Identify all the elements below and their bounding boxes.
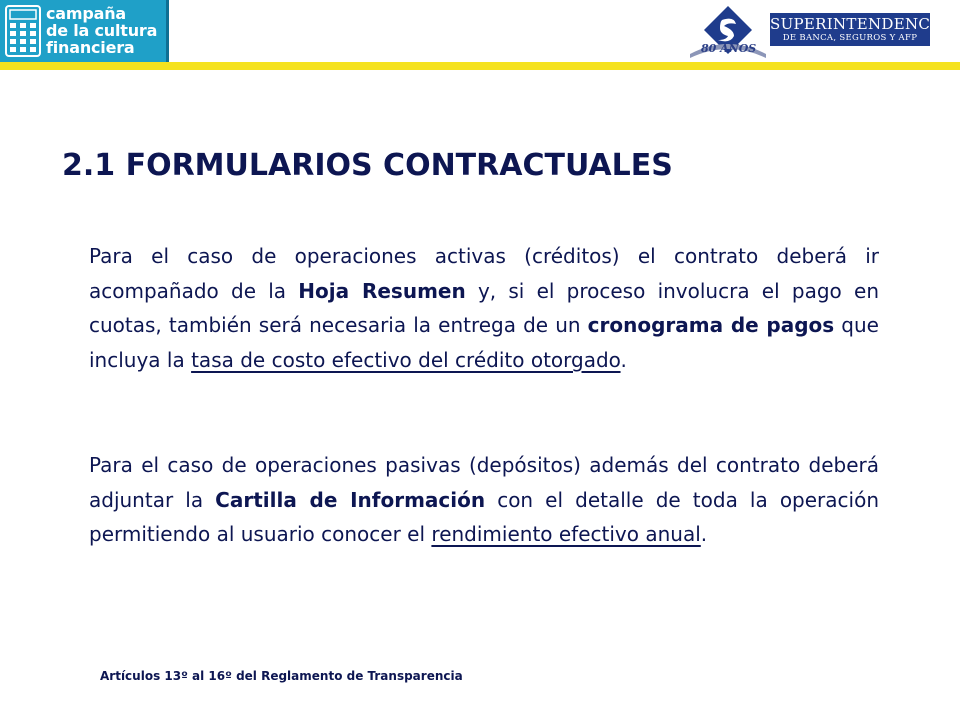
header	[0, 0, 960, 65]
paragraph-passive-operations	[89, 448, 879, 552]
institution-name	[770, 13, 948, 46]
p2-text-2: con el detalle de toda la operación permitiendo al usuario conocer el	[89, 487, 879, 546]
campaign-line-1: campaña	[46, 4, 126, 23]
p2-text-3: .	[700, 522, 708, 546]
p1-text-1: Para el caso de operaciones activas (créditos) el contrato deberá ir acompañado de la	[89, 244, 879, 303]
calculator-icon	[5, 5, 41, 57]
slide-title: 2.1 FORMULARIOS CONTRACTUALES	[62, 148, 673, 183]
footnote-reference: Artículos 13º al 16º del Reglamento de Transparencia	[100, 669, 463, 683]
p1-text-2: y, si el proceso involucra el pago en cuotas, también será necesaria la entrega de un	[89, 278, 879, 337]
p1-underline-tasa: tasa de costo efectivo del crédito otorgado	[191, 347, 621, 372]
campaign-line-2: de la cultura	[46, 21, 158, 40]
p2-bold-cartilla: Cartilla de Información	[215, 487, 486, 512]
paragraph-active-operations	[89, 239, 879, 377]
institution-name-line-1: SUPERINTENDENCIA	[770, 15, 948, 33]
p2-underline-rendimiento: rendimiento efectivo anual	[431, 522, 701, 546]
campaign-title	[46, 5, 166, 56]
p1-bold-hoja-resumen: Hoja Resumen	[298, 278, 466, 303]
yellow-divider	[0, 62, 960, 70]
institution-name-line-2: DE BANCA, SEGUROS Y AFP	[782, 33, 918, 43]
campaign-line-3: financiera	[46, 38, 135, 57]
p1-text-4: .	[620, 347, 627, 372]
campaign-logo	[0, 0, 169, 64]
p2-text-1: Para el caso de operaciones pasivas (depósitos) además del contrato deberá adjuntar la	[89, 453, 879, 512]
p1-bold-cronograma: cronograma de pagos	[587, 313, 835, 337]
anniversary-label: 80 AÑOS	[701, 42, 757, 55]
p1-text-3: que incluya la	[89, 313, 879, 372]
